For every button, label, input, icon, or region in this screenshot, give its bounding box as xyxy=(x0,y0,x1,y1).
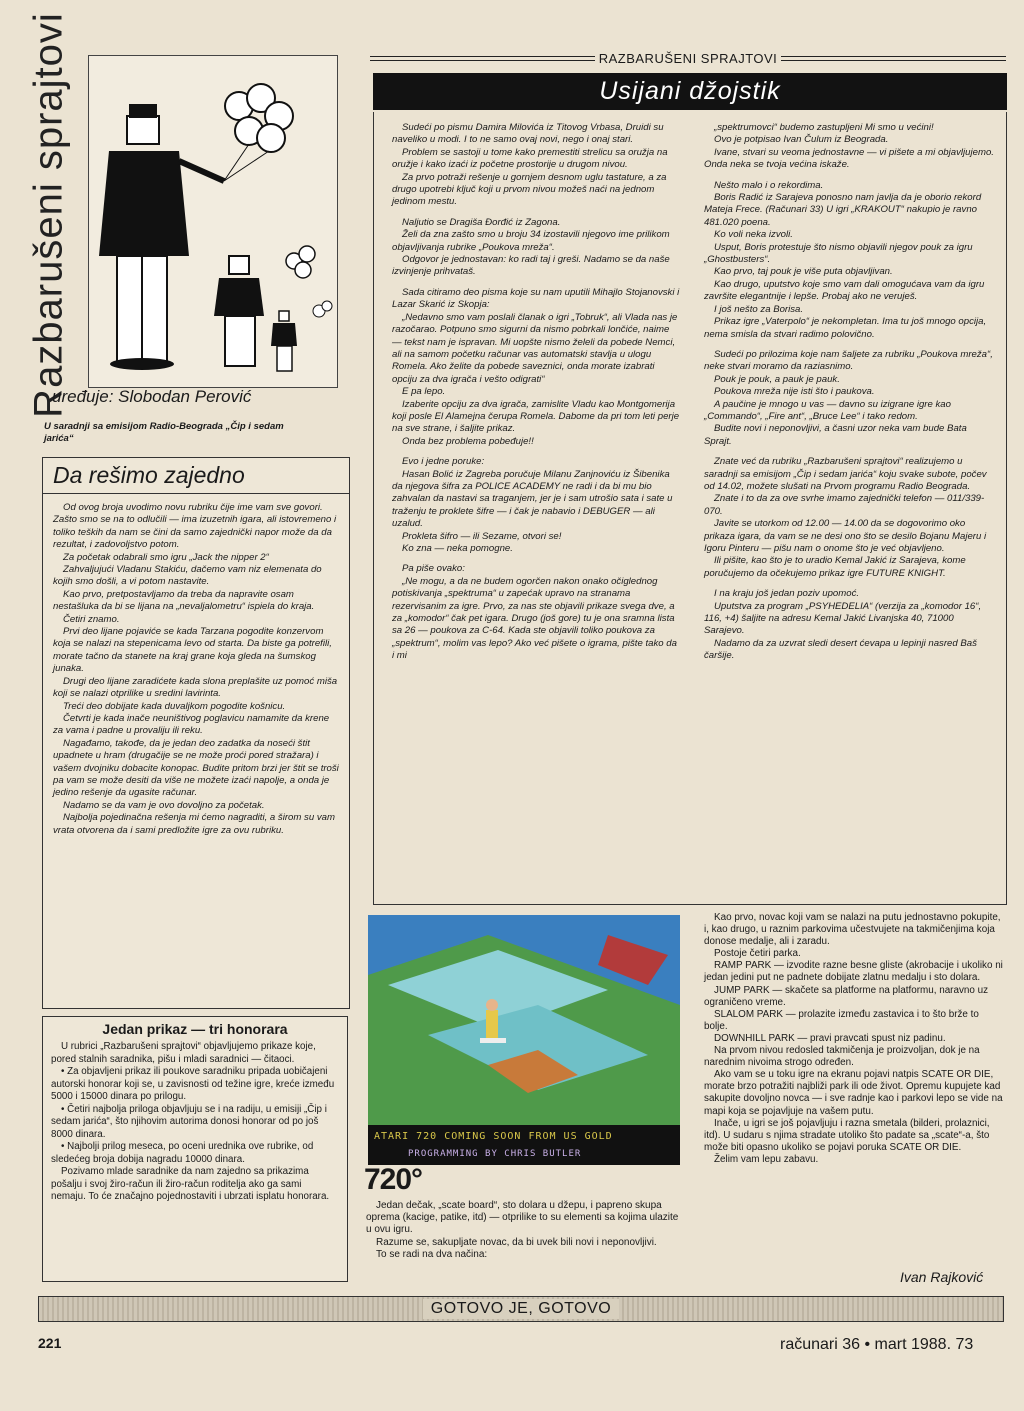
da-resimo-text xyxy=(43,494,349,845)
paragraph: I na kraju još jedan poziv upomoć. xyxy=(714,588,860,600)
paragraph: Usput, Boris protestuje što nismo objavili njegov pouk za igru „Ghostbusters“. xyxy=(704,241,973,266)
paragraph: Želi da zna zašto smo u broju 34 izostavili njegovo ime prilikom objavljivanja rubrike „Poukova mreža“. xyxy=(392,229,670,253)
usijani-dzojstik-banner: Usijani džojstik xyxy=(373,73,1007,110)
paragraph: Jedan dečak, „scate board“, sto dolara u džepu, i papreno skupa oprema (kacige, patike, itd) — otprilike to su elementi sa kojima ulazite u ovu igru. xyxy=(366,1200,679,1236)
paragraph: Postoje četiri parka. xyxy=(714,948,801,960)
paragraph: Budite novi i neponovljivi, a časni uzor neka vam bude Bata Sprajt. xyxy=(704,423,967,447)
paragraph: Kao prvo, novac koji vam se nalazi na putu jednostavno pokupite, i, kao drugo, u raznim parkovima učestvujete na takmičenjima koja donose medalje, ali i zaradu. xyxy=(704,912,1001,948)
magazine-issue-line: računari 36 • mart 1988. 73 xyxy=(780,1336,974,1353)
paragraph: Sudeći po prilozima koje nam šaljete za rubriku „Poukova mreža“, neke stvari moramo da raziasnimo. xyxy=(704,348,993,373)
paragraph: Prvi deo lijane pojaviće se kada Tarzana pogodite konzervom koja se nalazi na stepenicama levo od starta. Da biste ga potrefili, morate tačno da stanete na kraj grane koja gleda na šumskog junaka. xyxy=(53,626,332,675)
paragraph: Boris Radić iz Sarajeva ponosno nam javlja da je oborio rekord Mateja Frece. (Računari 33) U igri „KRAKOUT“ nakupio je ravno 481.020 poena. xyxy=(704,192,982,228)
paragraph: Naljutio se Dragiša Đorđić iz Zagona. xyxy=(402,216,561,228)
paragraph: Poukova mreža nije isti što i paukova. xyxy=(714,386,875,398)
figures-illustration xyxy=(89,56,337,387)
usijani-dzojstik-body xyxy=(373,112,1007,905)
screen-text-line1: ATARI 720 COMING SOON FROM US GOLD xyxy=(374,1131,613,1142)
paragraph: Javite se utorkom od 12.00 — 14.00 da se dogovorimo oko prikaza igara, da vam se ne desi ono što se desilo Bojanu Majeru i Igoru Pinteru — pišu nam o onome što je već objavljeno. xyxy=(704,518,987,554)
paragraph: • Za objavljeni prikaz ili poukove saradniku pripada uobičajeni autorski honorar koji se, u zavisnosti od težine igre, kreće između 5000 i 15000 dinara po prilogu. xyxy=(51,1066,335,1102)
paragraph: Ako vam se u toku igre na ekranu pojavi natpis SCATE OR DIE, morate brzo potražiti najbliži park ili ode život. Opremu kupujete kad sakupite dovoljno novca — i sve radnje kao i parkovi lepo se vide na mapi koja se pojavljuje na vašem putu. xyxy=(704,1069,1003,1117)
footer-band-text: GOTOVO JE, GOTOVO xyxy=(423,1299,619,1319)
paragraph: DOWNHILL PARK — pravi pravcati spust niz padinu. xyxy=(714,1032,946,1044)
editor-credit: uređuje: Slobodan Perović xyxy=(52,387,252,406)
game-title: 720° xyxy=(364,1163,423,1196)
paragraph: • Četiri najbolja priloga objavljuju se i na radiju, u emisiji „Čip i sedam jarića“, što njihovim autorima donosi honorar od po još 8000 dinara. xyxy=(51,1103,327,1140)
paragraph: A paučine je mnogo u vas — davno su izigrane igre kao „Commando“, „Fire ant“, „Bruce Lee“ i tako redom. xyxy=(704,398,951,422)
divider xyxy=(781,56,1006,61)
section-header xyxy=(370,47,1006,69)
game-intro-text xyxy=(366,1200,681,1261)
paragraph: I još nešto za Borisa. xyxy=(714,303,804,315)
paragraph: Nagađamo, takođe, da je jedan deo zadatka da noseći štit upadnete u hram (drugačije se ne može proći pored stražara) i vašem dvojniku dobacite konopac. Budite pritom brzi jer štit se troši pa vam se može desiti da više ne možete izaći napolje, a onda je jedino rešenje da ugasite računar. xyxy=(53,737,339,799)
paragraph: Sada citiramo deo pisma koje su nam uputili Mihajlo Stojanovski i Lazar Skarić iz Skopja: xyxy=(392,286,680,311)
paragraph: Ivane, stvari su veoma jednostavne — vi pišete a mi objavljujemo. Onda neka se tvoja većina iskaže. xyxy=(704,146,994,171)
side-title: Razbarušeni sprajtovi xyxy=(26,12,71,418)
jedan-prikaz-box xyxy=(42,1016,348,1282)
paragraph: Četvrti je kada inače neuništivog poglavicu namamite da krene za vama i padne u provaliju ili reku. xyxy=(53,712,330,737)
paragraph: Problem se sastoji u tome kako premestiti strelicu sa oružja na oružje i kako izaći iz početne prostorije u drugom nivou. xyxy=(392,146,668,171)
paragraph: „Nedavno smo vam poslali članak o igri „Tobruk“, ali Vlada nas je razočarao. Potpuno smo sigurni da nismo pobrkali lončiće, naime — tekst nam je ispravan. Mi uopšte nismo želeli da pobede Nemci, ali na samom početku računar vas automatski stavlja u ulogu Romela. Ako želite da pobede saveznici, onda morate izabrati opciju za dva igrača i vešto odigrati“ xyxy=(392,311,678,385)
paragraph: Drugi deo lijane zaradićete kada slona preplašite uz pomoć miša koji se nalazi otprilike u sredini lavirinta. xyxy=(53,675,338,700)
paragraph: Prikaz igre „Vaterpolo“ je nekompletan. Ima tu još mnogo opcija, nema smisla da stvari radimo polovično. xyxy=(704,316,987,340)
footer-band xyxy=(38,1296,1004,1322)
paragraph: Ko zna — neka pomogne. xyxy=(402,543,513,554)
paragraph: Želim vam lepu zabavu. xyxy=(714,1153,819,1165)
middle-column xyxy=(392,122,680,663)
paragraph: „Ne mogu, a da ne budem ogorčen nakon onako očiglednog potiskivanja „spektruma“ u zapećak upravo na stranama rezervisanim za igre. Prvo, za nas ste objavili prikaze svega dve, a za „komodor“ čak pet igara. Drugo (još gore) tu je ona sramna lista sa 26 — poukova za C-64. Kada ste objavili toliko poukova za „spektrum“, molim vas lepo? Ako već pišete o igrama, pište tako da i mi xyxy=(392,575,677,662)
paragraph: SLALOM PARK — prolazite između zastavica i to što brže to bolje. xyxy=(704,1008,979,1032)
paragraph: Kao prvo, pretpostavljamo da treba da napravite osam nestašluka da bi se lijana na „nevaljalometru“ ispiela do kraja. xyxy=(53,588,315,613)
paragraph: Znate i to da za ove svrhe imamo zajednički telefon — 011/339-070. xyxy=(704,493,985,517)
paragraph: Sudeći po pismu Damira Milovića iz Titovog Vrbasa, Druidi su naveliko u modi. I to ne samo ovaj novi, nego i onaj stari. xyxy=(392,122,664,146)
jedan-prikaz-title: Jedan prikaz — tri honorara xyxy=(102,1021,288,1037)
paragraph: RAMP PARK — izvodite razne besne gliste (akrobacije i ukoliko ni jedan jedini put ne padnete dobijate zlatnu medalju i sto dolara. xyxy=(704,960,1003,984)
paragraph: Znate već da rubriku „Razbarušeni sprajtovi“ realizujemo u saradnji sa emisijom „Čip i sedam jarića“ koju svake subote, počev od 14.02, možete slušati na Prvom programu Radio Beograda. xyxy=(704,456,987,492)
paragraph: Zahvaljujući Vladanu Stakiću, dačemo vam niz elemenata do kojih smo došli, a vi potom nastavite. xyxy=(53,564,322,588)
paragraph: Pa piše ovako: xyxy=(402,563,465,575)
paragraph: JUMP PARK — skačete sa platforme na platformu, naravno uz ograničeno vreme. xyxy=(704,984,989,1008)
page-number: 221 xyxy=(38,1335,62,1351)
paragraph: Ili pišite, kao što je to uradio Kemal Jakić iz Sarajeva, kome poručujemo da očekujemo prikaz igre FUTURE KNIGHT. xyxy=(704,555,966,579)
paragraph: Četiri znamo. xyxy=(63,613,120,625)
author-signature: Ivan Rajković xyxy=(900,1269,984,1285)
paragraph: Nadamo da za uzvrat sledi desert ćevapa u lepinji nasred Baš čaršije. xyxy=(704,637,977,662)
paragraph: Pozivamo mlade saradnike da nam zajedno sa prikazima pošalju i svoj žiro-račun ili žiro-račun roditelja ako ga sami nemaju. To će značajno pojednostaviti i ubrzati isplatu honorara. xyxy=(51,1166,330,1202)
paragraph: Od ovog broja uvodimo novu rubriku čije ime vam sve govori. Zašto smo se na to odlučili — ima izuzetnih igara, ali istovremeno i toliko teških da nam se čini da samo zajednički napor može da da rezultat, i zadovoljstvo potom. xyxy=(53,502,337,551)
illustration xyxy=(88,55,338,388)
paragraph: E pa lepo. xyxy=(402,386,446,398)
radio-collaboration-note: U saradnji sa emisijom Radio-Beograda „Čip i sedam jarića“ xyxy=(44,421,284,444)
paragraph: Treći deo dobijate kada duvaljkom pogodite košnicu. xyxy=(63,700,286,712)
game-screenshot xyxy=(368,915,680,1165)
paragraph: To se radi na dva načina: xyxy=(376,1248,488,1260)
divider xyxy=(370,56,595,61)
paragraph: Razume se, sakupljate novac, da bi uvek bili novi i neponovljivi. xyxy=(376,1236,657,1248)
da-resimo-title: Da rešimo zajedno xyxy=(43,458,349,494)
jedan-prikaz-text xyxy=(43,1039,347,1206)
paragraph: • Najbolji prilog meseca, po oceni urednika ove rubrike, od sledećeg broja dobija nagradu 10000 dinara. xyxy=(51,1141,314,1165)
paragraph: Nadamo se da vam je ovo dovoljno za početak. xyxy=(63,799,265,811)
paragraph: Prokleta šifro — ili Sezame, otvori se! xyxy=(402,530,562,542)
paragraph: Za prvo potraži rešenje u gornjem desnom uglu tastature, a za drugo upotrebi ključ koji u prvom nivou možeš naći na jednom jedinom mestu. xyxy=(392,171,667,208)
paragraph: Uputstva za program „PSYHEDELIA“ (verzija za „komodor 16“, 116, +4) šaljite na adresu Kemal Jakić Livanjska 40, 71000 Sarajevo. xyxy=(704,600,982,637)
paragraph: Hasan Bolić iz Zagreba poručuje Milanu Zanjnoviću iz Šibenika da njegova šifra za POLICE ACADEMY ne radi i da bi mu bio zahvalan da nastavi sa traganjem, jer je i sam utrošio sata i sate u traženju te proklete šifre — i čak je nabavio i DEBUGER — ali uzalud. xyxy=(392,468,673,530)
paragraph: Izaberite opciju za dva igrača, zamislite Vladu kao Montgomerija koji posle El Alamejna čerupa Romela. Dabome da pri tom leti perje na sve strane, i šaljite prikaz. xyxy=(392,398,680,435)
paragraph: Ovo je potpisao Ivan Čulum iz Beograda. xyxy=(714,134,889,146)
paragraph: Evo i jedne poruke: xyxy=(402,456,485,468)
paragraph: Ko voli neka izvoli. xyxy=(714,229,793,241)
paragraph: Pouk je pouk, a pauk je pauk. xyxy=(714,373,840,385)
section-label: RAZBARUŠENI SPRAJTOVI xyxy=(598,50,778,66)
game-review-text xyxy=(704,912,1004,1166)
screen-text-line2: PROGRAMMING BY CHRIS BUTLER xyxy=(408,1149,582,1159)
paragraph: Onda bez problema pobeđuje!! xyxy=(402,435,534,447)
paragraph: Odgovor je jednostavan: ko radi taj i greši. Nadamo se da naše izvinjenje prihvataš. xyxy=(392,254,670,278)
paragraph: Na prvom nivou redosled takmičenja je proizvoljan, dok je na narednim nivoima strogo određen. xyxy=(704,1045,980,1069)
paragraph: „spektrumovci“ budemo zastupljeni Mi smo u većini! xyxy=(714,122,934,133)
paragraph: Kao drugo, uputstvo koje smo vam dali omogućava vam da igru završite elegantnije i lepše. Probaj ako ne veruješ. xyxy=(704,278,985,303)
paragraph: Najbolja pojedinačna rešenja mi ćemo nagraditi, a širom su vam vrata otvorena da i sami predložite igre za ovu rubriku. xyxy=(53,812,335,836)
da-resimo-box xyxy=(42,457,350,1009)
paragraph: Za početak odabrali smo igru „Jack the nipper 2“ xyxy=(63,551,269,563)
paragraph: U rubrici „Razbarušeni sprajtovi“ objavljujemo prikaze koje, pored stalnih saradnika, pišu i mladi saradnici — čitaoci. xyxy=(51,1041,316,1065)
paragraph: Nešto malo i o rekordima. xyxy=(714,179,824,191)
paragraph: Kao prvo, taj pouk je više puta objavljivan. xyxy=(714,266,893,278)
isometric-scene xyxy=(368,915,680,1165)
right-column xyxy=(704,122,994,663)
paragraph: Inače, u igri se još pojavljuju i razna smetala (bilderi, prolaznici, itd). U sudaru s njima stradate utoliko što padate sa „scate“-a, što može biti opasno ukoliko se pojavi poruka SCATE OR DIE. xyxy=(704,1117,990,1153)
